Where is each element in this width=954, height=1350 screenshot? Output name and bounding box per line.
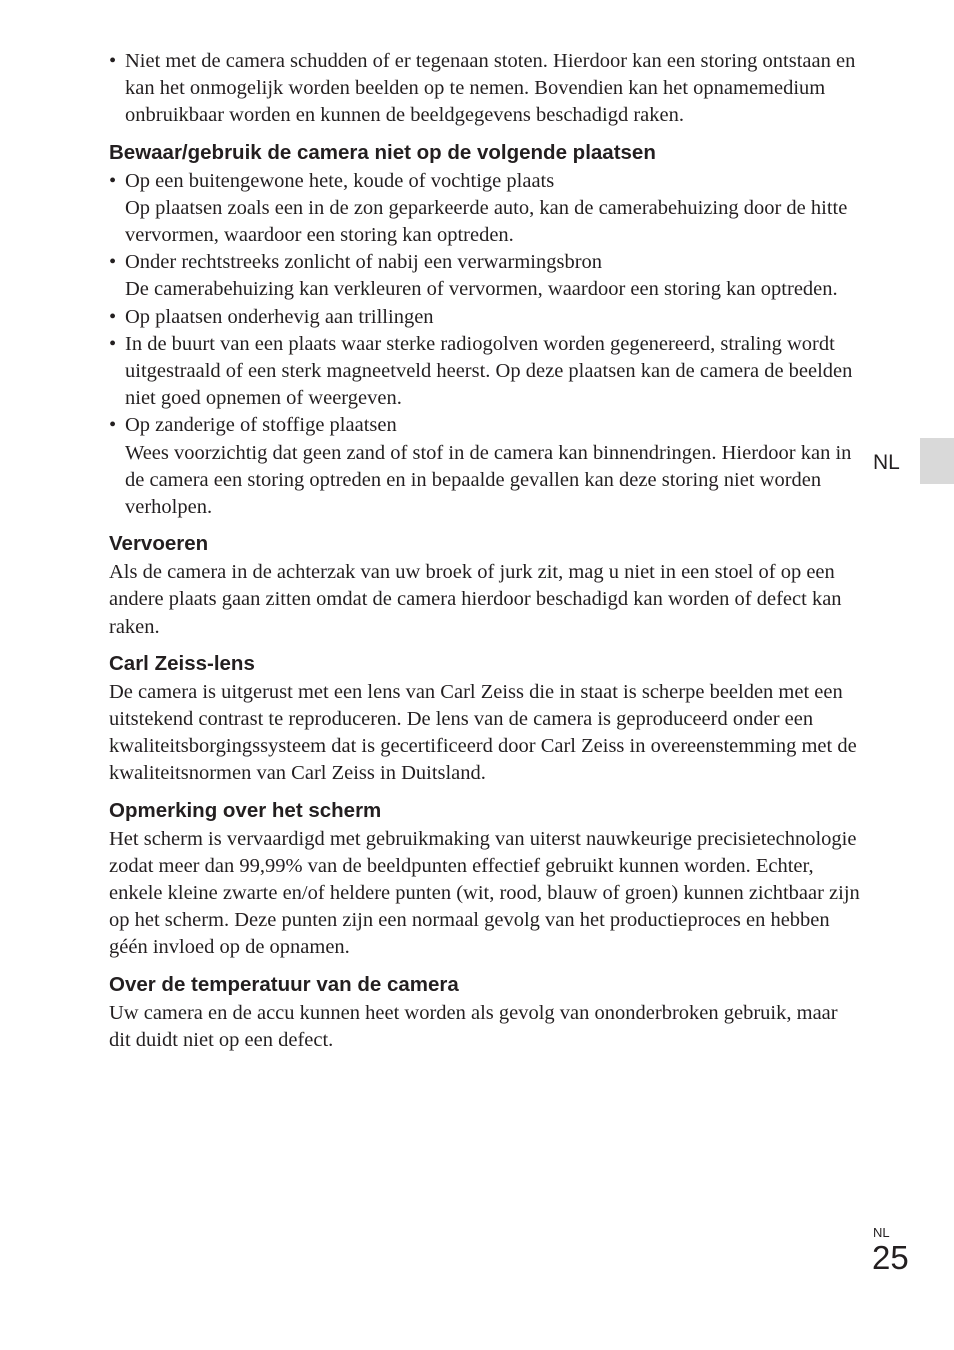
bullet-icon: • bbox=[109, 169, 117, 192]
item-title: Op plaatsen onderhevig aan trillingen bbox=[125, 305, 434, 328]
section-body-screen: Het scherm is vervaardigd met gebruikmaking van uiterst nauwkeurige precisietechnologie zodat meer dan 99,99% van de beeldpunten effectief gebruikt kunnen worden. Echter, enkele kleine zwarte en/of heldere punten (wit, rood, blauw of groen) kunnen zichtbaar zijn op het scherm. Deze punten zijn een normaal gevolg van het productieproces en hebben géén invloed op de opnamen. bbox=[109, 827, 860, 959]
language-tab-label: NL bbox=[873, 451, 900, 474]
bullet-icon: • bbox=[109, 305, 117, 328]
section-heading-storage: Bewaar/gebruik de camera niet op de volgende plaatsen bbox=[109, 140, 656, 164]
intro-list bbox=[109, 48, 864, 130]
item-title: Op zanderige of stoffige plaatsen bbox=[125, 414, 397, 437]
list-item bbox=[109, 331, 864, 413]
storage-list bbox=[109, 168, 864, 522]
section-heading-screen: Opmerking over het scherm bbox=[109, 798, 382, 822]
list-item bbox=[109, 168, 864, 250]
bullet-icon: • bbox=[109, 414, 117, 437]
bullet-icon: • bbox=[109, 50, 117, 72]
section-body-transport: Als de camera in de achterzak van uw broek of jurk zit, mag u niet in een stoel of op een andere plaats gaan zitten omdat de camera hierdoor beschadigd kan worden of defect kan raken. bbox=[109, 561, 842, 638]
list-item bbox=[109, 304, 864, 331]
section-body-temperature: Uw camera en de accu kunnen heet worden als gevolg van ononderbroken gebruik, maar dit duidt niet op een defect. bbox=[109, 1001, 838, 1051]
page-number: 25 bbox=[872, 1239, 909, 1276]
item-detail: De camerabehuizing kan verkleuren of vervormen, waardoor een storing kan optreden. bbox=[125, 278, 838, 301]
section-heading-temperature: Over de temperatuur van de camera bbox=[109, 972, 459, 996]
footer-language: NL bbox=[873, 1225, 890, 1240]
item-title: Onder rechtstreeks zonlicht of nabij een verwarmingsbron bbox=[125, 251, 603, 274]
section-heading-transport: Vervoeren bbox=[109, 532, 209, 556]
list-item bbox=[109, 249, 864, 303]
item-detail: Op plaatsen zoals een in de zon geparkeerde auto, kan de camerabehuizing door de hitte vervormen, waardoor een storing kan optreden. bbox=[125, 196, 848, 247]
bullet-icon: • bbox=[109, 251, 117, 274]
section-body-lens: De camera is uitgerust met een lens van Carl Zeiss die in staat is scherpe beelden met een uitstekend contrast te reproduceren. De lens van de camera is geproduceerd onder een kwaliteitsborgingssysteem dat is gecertificeerd door Carl Zeiss in overeenstemming met de kwaliteitsnormen van Carl Zeiss in Duitsland. bbox=[109, 680, 857, 785]
list-item bbox=[109, 412, 864, 521]
list-item bbox=[109, 48, 864, 130]
intro-bullet-text: Niet met de camera schudden of er tegenaan stoten. Hierdoor kan een storing ontstaan en kan het onmogelijk worden beelden op te nemen. Bovendien kan het opnamemedium onbruikbaar worden en kunnen de beeldgegevens beschadigd raken. bbox=[125, 50, 856, 127]
item-title: Op een buitengewone hete, koude of vochtige plaats bbox=[125, 169, 555, 192]
section-heading-lens: Carl Zeiss-lens bbox=[109, 651, 255, 675]
language-tab-marker bbox=[920, 438, 954, 484]
bullet-icon: • bbox=[109, 332, 117, 355]
page-content bbox=[109, 48, 864, 1054]
item-detail: Wees voorzichtig dat geen zand of stof in de camera kan binnendringen. Hierdoor kan in de camera een storing optreden en in bepaalde gevallen kan deze storing niet worden verholpen. bbox=[125, 441, 852, 519]
item-title: In de buurt van een plaats waar sterke radiogolven worden gegenereerd, straling wordt uitgestraald of een sterk magneetveld heerst. Op deze plaatsen kan de camera de beelden niet goed opnemen of weergeven. bbox=[125, 332, 853, 410]
